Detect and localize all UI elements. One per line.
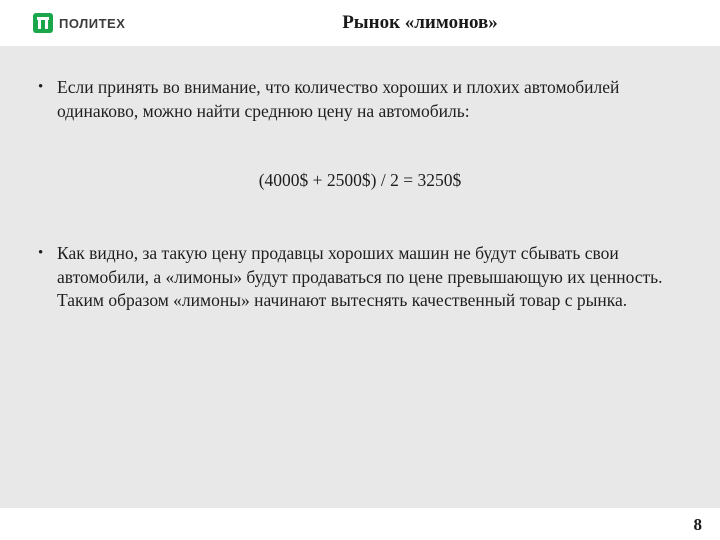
slide-body bbox=[0, 46, 720, 508]
formula: (4000$ + 2500$) / 2 = 3250$ bbox=[258, 170, 462, 190]
slide-footer bbox=[0, 508, 720, 540]
bullet-text: Если принять во внимание, что количество хороших и плохих автомобилей одинаково, можно найти среднюю цену на автомобиль: bbox=[57, 77, 620, 121]
bullet-icon: • bbox=[38, 245, 44, 261]
slide-header bbox=[0, 0, 720, 46]
bullet-item bbox=[38, 242, 678, 313]
page-number: 8 bbox=[693, 515, 702, 534]
slide-title: Рынок «лимонов» bbox=[342, 12, 498, 33]
bullet-item bbox=[38, 76, 678, 123]
bullet-text: Как видно, за такую цену продавцы хороших машин не будут сбывать свои автомобили, а «лимоны» будут продаваться по цене превышающую их ценность. Таким образом «лимоны» начинают вытеснять качественный товар с рынка. bbox=[57, 243, 663, 310]
bullet-icon: • bbox=[38, 79, 44, 95]
logo-text: ПОЛИТЕХ bbox=[59, 15, 126, 31]
